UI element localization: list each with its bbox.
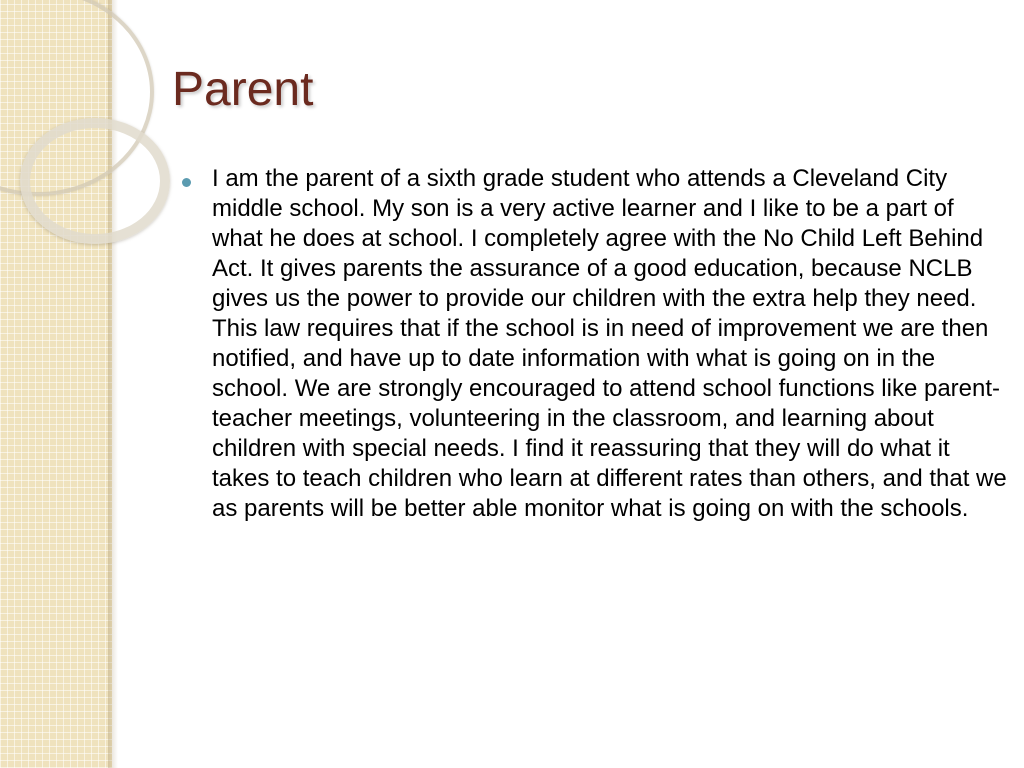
bullet-item bbox=[180, 164, 1008, 524]
slide-title: Parent bbox=[172, 63, 314, 116]
decorative-ring-small bbox=[20, 118, 170, 244]
bullet-text: I am the parent of a sixth grade student who attends a Cleveland City middle school. My son is a very active learner and I like to be a part of what he does at school. I completely agree with the No Child Left Behind Act. It gives parents the assurance of a good education, because NCLB gives us the power to provide our children with the extra help they need. This law requires that if the school is in need of improvement we are then notified, and have up to date information with what is going on in the school. We are strongly encouraged to attend school functions like parent-teacher meetings, volunteering in the classroom, and learning about children with special needs. I find it reassuring that they will do what it takes to teach children who learn at different rates than others, and that we as parents will be better able monitor what is going on with the schools. bbox=[212, 165, 1007, 522]
slide-body bbox=[180, 164, 1008, 524]
bullet-dot-icon bbox=[182, 178, 191, 187]
